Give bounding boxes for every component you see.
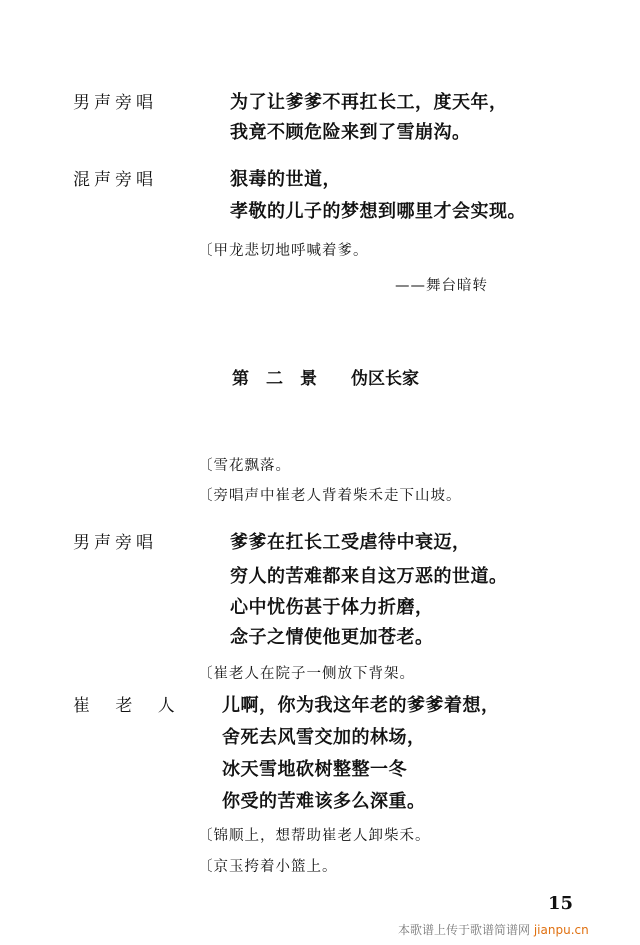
lyric-line: 孝敬的儿子的梦想到哪里才会实现。 [230, 201, 526, 222]
lyric-line: 为了让爹爹不再扛长工，度天年， [230, 92, 508, 113]
speaker-label: 男声旁唱 [73, 93, 157, 113]
stage-direction-scene-change: ——舞台暗转 [395, 278, 488, 294]
lyric-line: 爹爹在扛长工受虐待中衰迈， [230, 532, 471, 553]
lyric-line: 穷人的苦难都来自这万恶的世道。 [230, 566, 508, 587]
watermark-site: jianpu.cn [533, 923, 589, 937]
lyric-line: 儿啊，你为我这年老的爹爹着想， [222, 695, 500, 716]
page-number: 15 [548, 893, 574, 914]
speaker-label: 男声旁唱 [73, 533, 157, 553]
speaker-label: 崔 老 人 [73, 696, 185, 716]
lyric-line: 你受的苦难该多么深重。 [222, 791, 426, 812]
lyric-line: 念子之情使他更加苍老。 [230, 627, 434, 648]
lyric-line: 舍死去风雪交加的林场， [222, 727, 426, 748]
lyric-line: 狠毒的世道， [230, 169, 341, 190]
lyric-line: 冰天雪地砍树整整一冬 [222, 759, 407, 780]
stage-direction: 〔京玉挎着小篮上。 [198, 859, 338, 875]
stage-direction: 〔雪花飘落。 [198, 458, 291, 474]
stage-direction: 〔旁唱声中崔老人背着柴禾走下山坡。 [198, 488, 462, 504]
watermark-text: 本歌谱上传于歌谱简谱网 [398, 923, 531, 937]
lyric-line: 心中忧伤甚于体力折磨， [230, 597, 434, 618]
stage-direction: 〔锦顺上，想帮助崔老人卸柴禾。 [198, 828, 431, 844]
stage-direction: 〔甲龙悲切地呼喊着爹。 [198, 243, 369, 259]
watermark [398, 924, 589, 936]
stage-direction: 〔崔老人在院子一侧放下背架。 [198, 666, 415, 682]
lyric-line: 我竟不顾危险来到了雪崩沟。 [230, 122, 471, 143]
scene-heading: 第 二 景 伪区长家 [232, 369, 419, 389]
speaker-label: 混声旁唱 [73, 170, 157, 190]
